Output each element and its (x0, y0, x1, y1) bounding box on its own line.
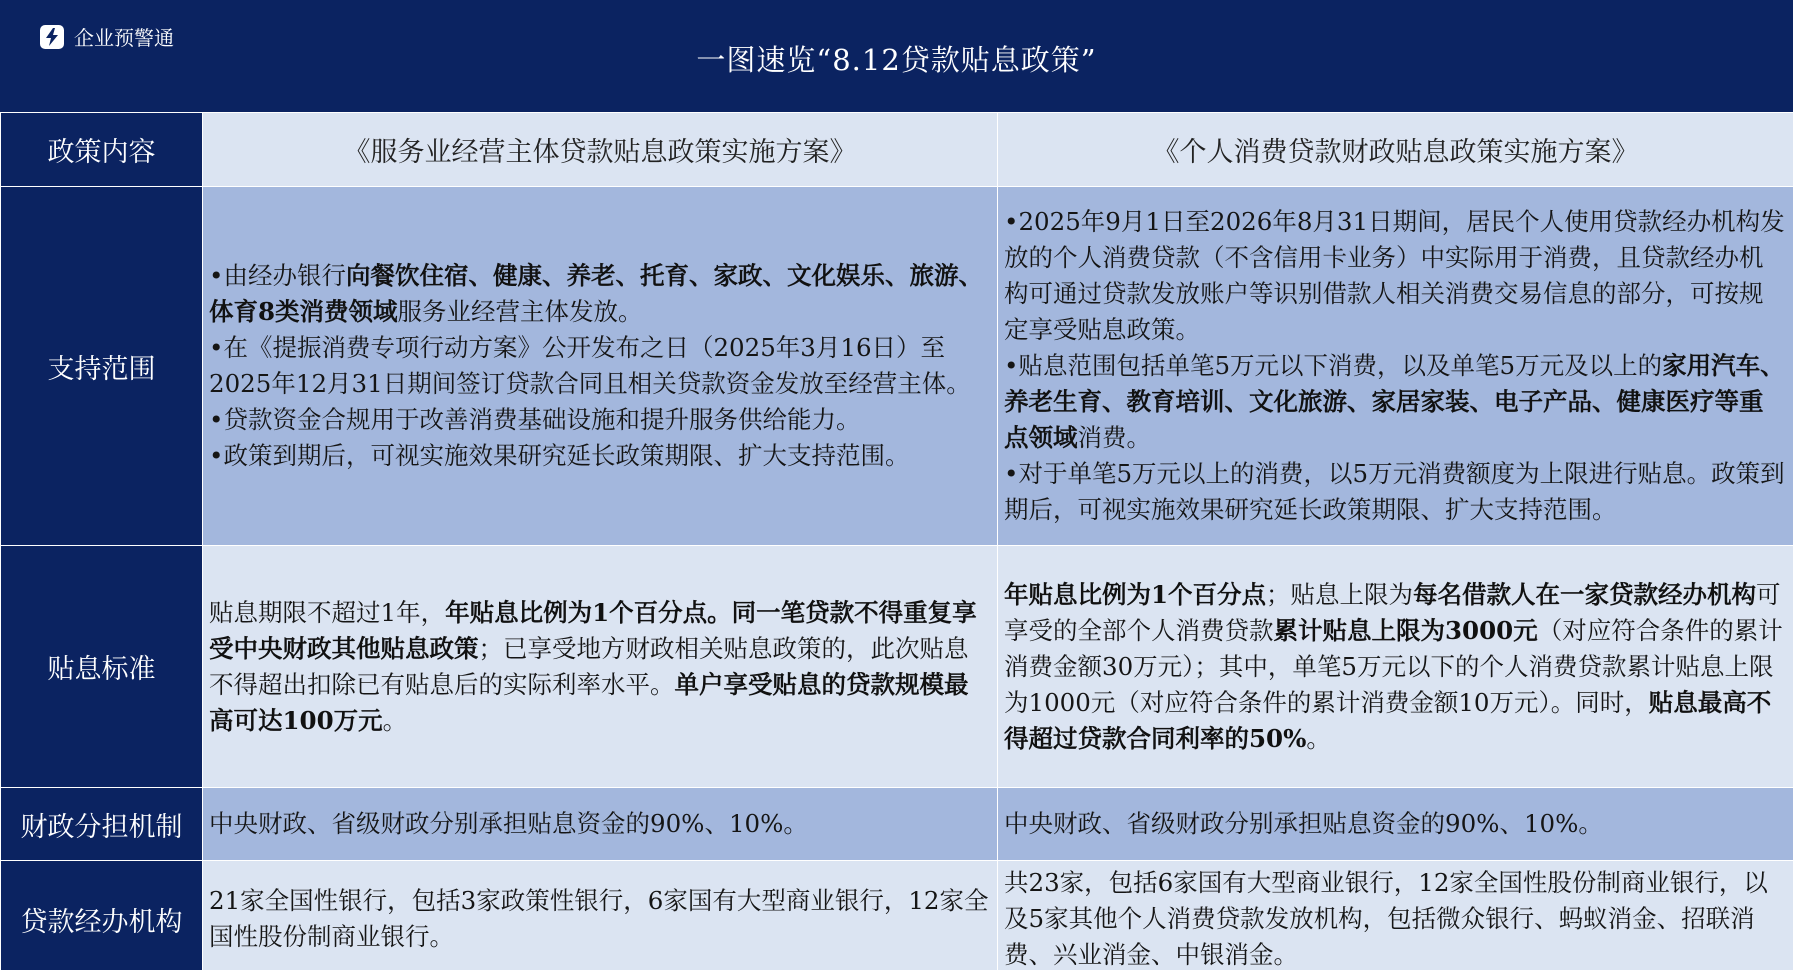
bold-text: 向餐饮住宿、健康、养老、托育、家政、文化娱乐、旅游、体育8类消费领域 (209, 261, 983, 326)
table-row (1, 546, 1793, 788)
cell-paragraph (209, 258, 991, 330)
cell-paragraph (1004, 865, 1787, 970)
cell-paragraph (209, 883, 991, 955)
table-row (1, 861, 1793, 970)
table-cell (203, 187, 998, 546)
corner-label: 政策内容 (1, 113, 203, 187)
brand-name: 企业预警通 (74, 26, 174, 50)
cell-paragraph (1004, 456, 1787, 528)
policy-table (0, 112, 1793, 970)
table-row (1, 788, 1793, 861)
cell-paragraph (1004, 806, 1787, 842)
cell-paragraph (1004, 204, 1787, 348)
cell-text: 服务业经营主体发放。 (397, 297, 643, 326)
bold-text: 家用汽车、养老生育、教育培训、文化旅游、家居家装、电子产品、健康医疗等重点领域 (1004, 351, 1785, 452)
cell-paragraph (209, 806, 991, 842)
bold-text: 贴息最高不得超过贷款合同利率的50% (1004, 687, 1772, 753)
cell-paragraph (209, 438, 991, 474)
cell-text: •在《提振消费专项行动方案》公开发布之日（2025年3月16日）至2025年12月31日期间签订贷款合同且相关贷款资金发放至经营主体。 (209, 333, 971, 398)
table-row (1, 187, 1793, 546)
column-header: 《服务业经营主体贷款贴息政策实施方案》 (203, 113, 998, 187)
cell-paragraph (1004, 577, 1787, 757)
table-cell (998, 788, 1793, 861)
cell-text: 。 (382, 705, 408, 735)
bold-text: 累计贴息上限为3000元 (1273, 615, 1538, 645)
cell-text: ；贴息上限为 (1266, 579, 1414, 609)
table-cell (203, 788, 998, 861)
bold-text: 年贴息比例为1个百分点 (1004, 579, 1267, 609)
cell-paragraph (1004, 348, 1787, 456)
cell-text: 21家全国性银行，包括3家政策性银行，6家国有大型商业银行，12家全国性股份制商业银行。 (209, 886, 989, 951)
table-cell (998, 546, 1793, 788)
cell-text: 中央财政、省级财政分别承担贴息资金的90%、10%。 (209, 809, 808, 838)
cell-text: 。 (1306, 723, 1331, 753)
page-title: 一图速览“8.12贷款贴息政策” (696, 43, 1097, 77)
cell-paragraph (209, 595, 991, 739)
table-cell (998, 187, 1793, 546)
header-banner (0, 0, 1793, 113)
cell-paragraph (209, 330, 991, 402)
bold-text: 年贴息比例为1个百分点。同一笔贷款不得重复享受中央财政其他贴息政策 (209, 597, 977, 663)
table-cell (998, 861, 1793, 970)
row-label: 支持范围 (1, 187, 203, 546)
cell-text: •2025年9月1日至2026年8月31日期间，居民个人使用贷款经办机构发放的个人消费贷款（不含信用卡业务）中实际用于消费，且贷款经办机构可通过贷款发放账户等识别借款人相关消费交易信息的部分，可按规定享受贴息政策。 (1004, 207, 1785, 344)
cell-text: ；已享受地方财政相关贴息政策的，此次贴息不得超出扣除已有贴息后的实际利率水平。 (209, 633, 969, 699)
cell-text: （对应符合条件的累计消费金额30万元）；其中，单笔5万元以下的个人消费贷款累计贴息上限为1000元（对应符合条件的累计消费金额10万元）。同时， (1004, 615, 1783, 717)
bold-text: 单户享受贴息的贷款规模最高可达100万元 (209, 669, 969, 735)
cell-text: 消费。 (1077, 423, 1151, 452)
cell-paragraph (209, 402, 991, 438)
cell-text: •贷款资金合规用于改善消费基础设施和提升服务供给能力。 (209, 405, 861, 434)
column-header: 《个人消费贷款财政贴息政策实施方案》 (998, 113, 1793, 187)
row-label: 贷款经办机构 (1, 861, 203, 970)
cell-text: 贴息期限不超过1年， (209, 597, 446, 627)
cell-text: •对于单笔5万元以上的消费，以5万元消费额度为上限进行贴息。政策到期后，可视实施效果研究延长政策期限、扩大支持范围。 (1004, 459, 1785, 524)
cell-text: •政策到期后，可视实施效果研究延长政策期限、扩大支持范围。 (209, 441, 910, 470)
cell-text: 中央财政、省级财政分别承担贴息资金的90%、10%。 (1004, 809, 1603, 838)
bold-text: 每名借款人在一家贷款经办机构 (1413, 579, 1757, 609)
cell-text: •贴息范围包括单笔5万元以下消费，以及单笔5万元及以上的 (1004, 351, 1663, 380)
table-cell (203, 861, 998, 970)
cell-text: 可享受的全部个人消费贷款 (1004, 579, 1781, 645)
table-cell (203, 546, 998, 788)
table-header-row (1, 113, 1793, 187)
row-label: 财政分担机制 (1, 788, 203, 861)
row-label: 贴息标准 (1, 546, 203, 788)
cell-text: •由经办银行 (209, 261, 346, 290)
cell-text: 共23家，包括6家国有大型商业银行，12家全国性股份制商业银行，以及5家其他个人消费贷款发放机构，包括微众银行、蚂蚁消金、招联消费、兴业消金、中银消金。 (1004, 868, 1768, 969)
